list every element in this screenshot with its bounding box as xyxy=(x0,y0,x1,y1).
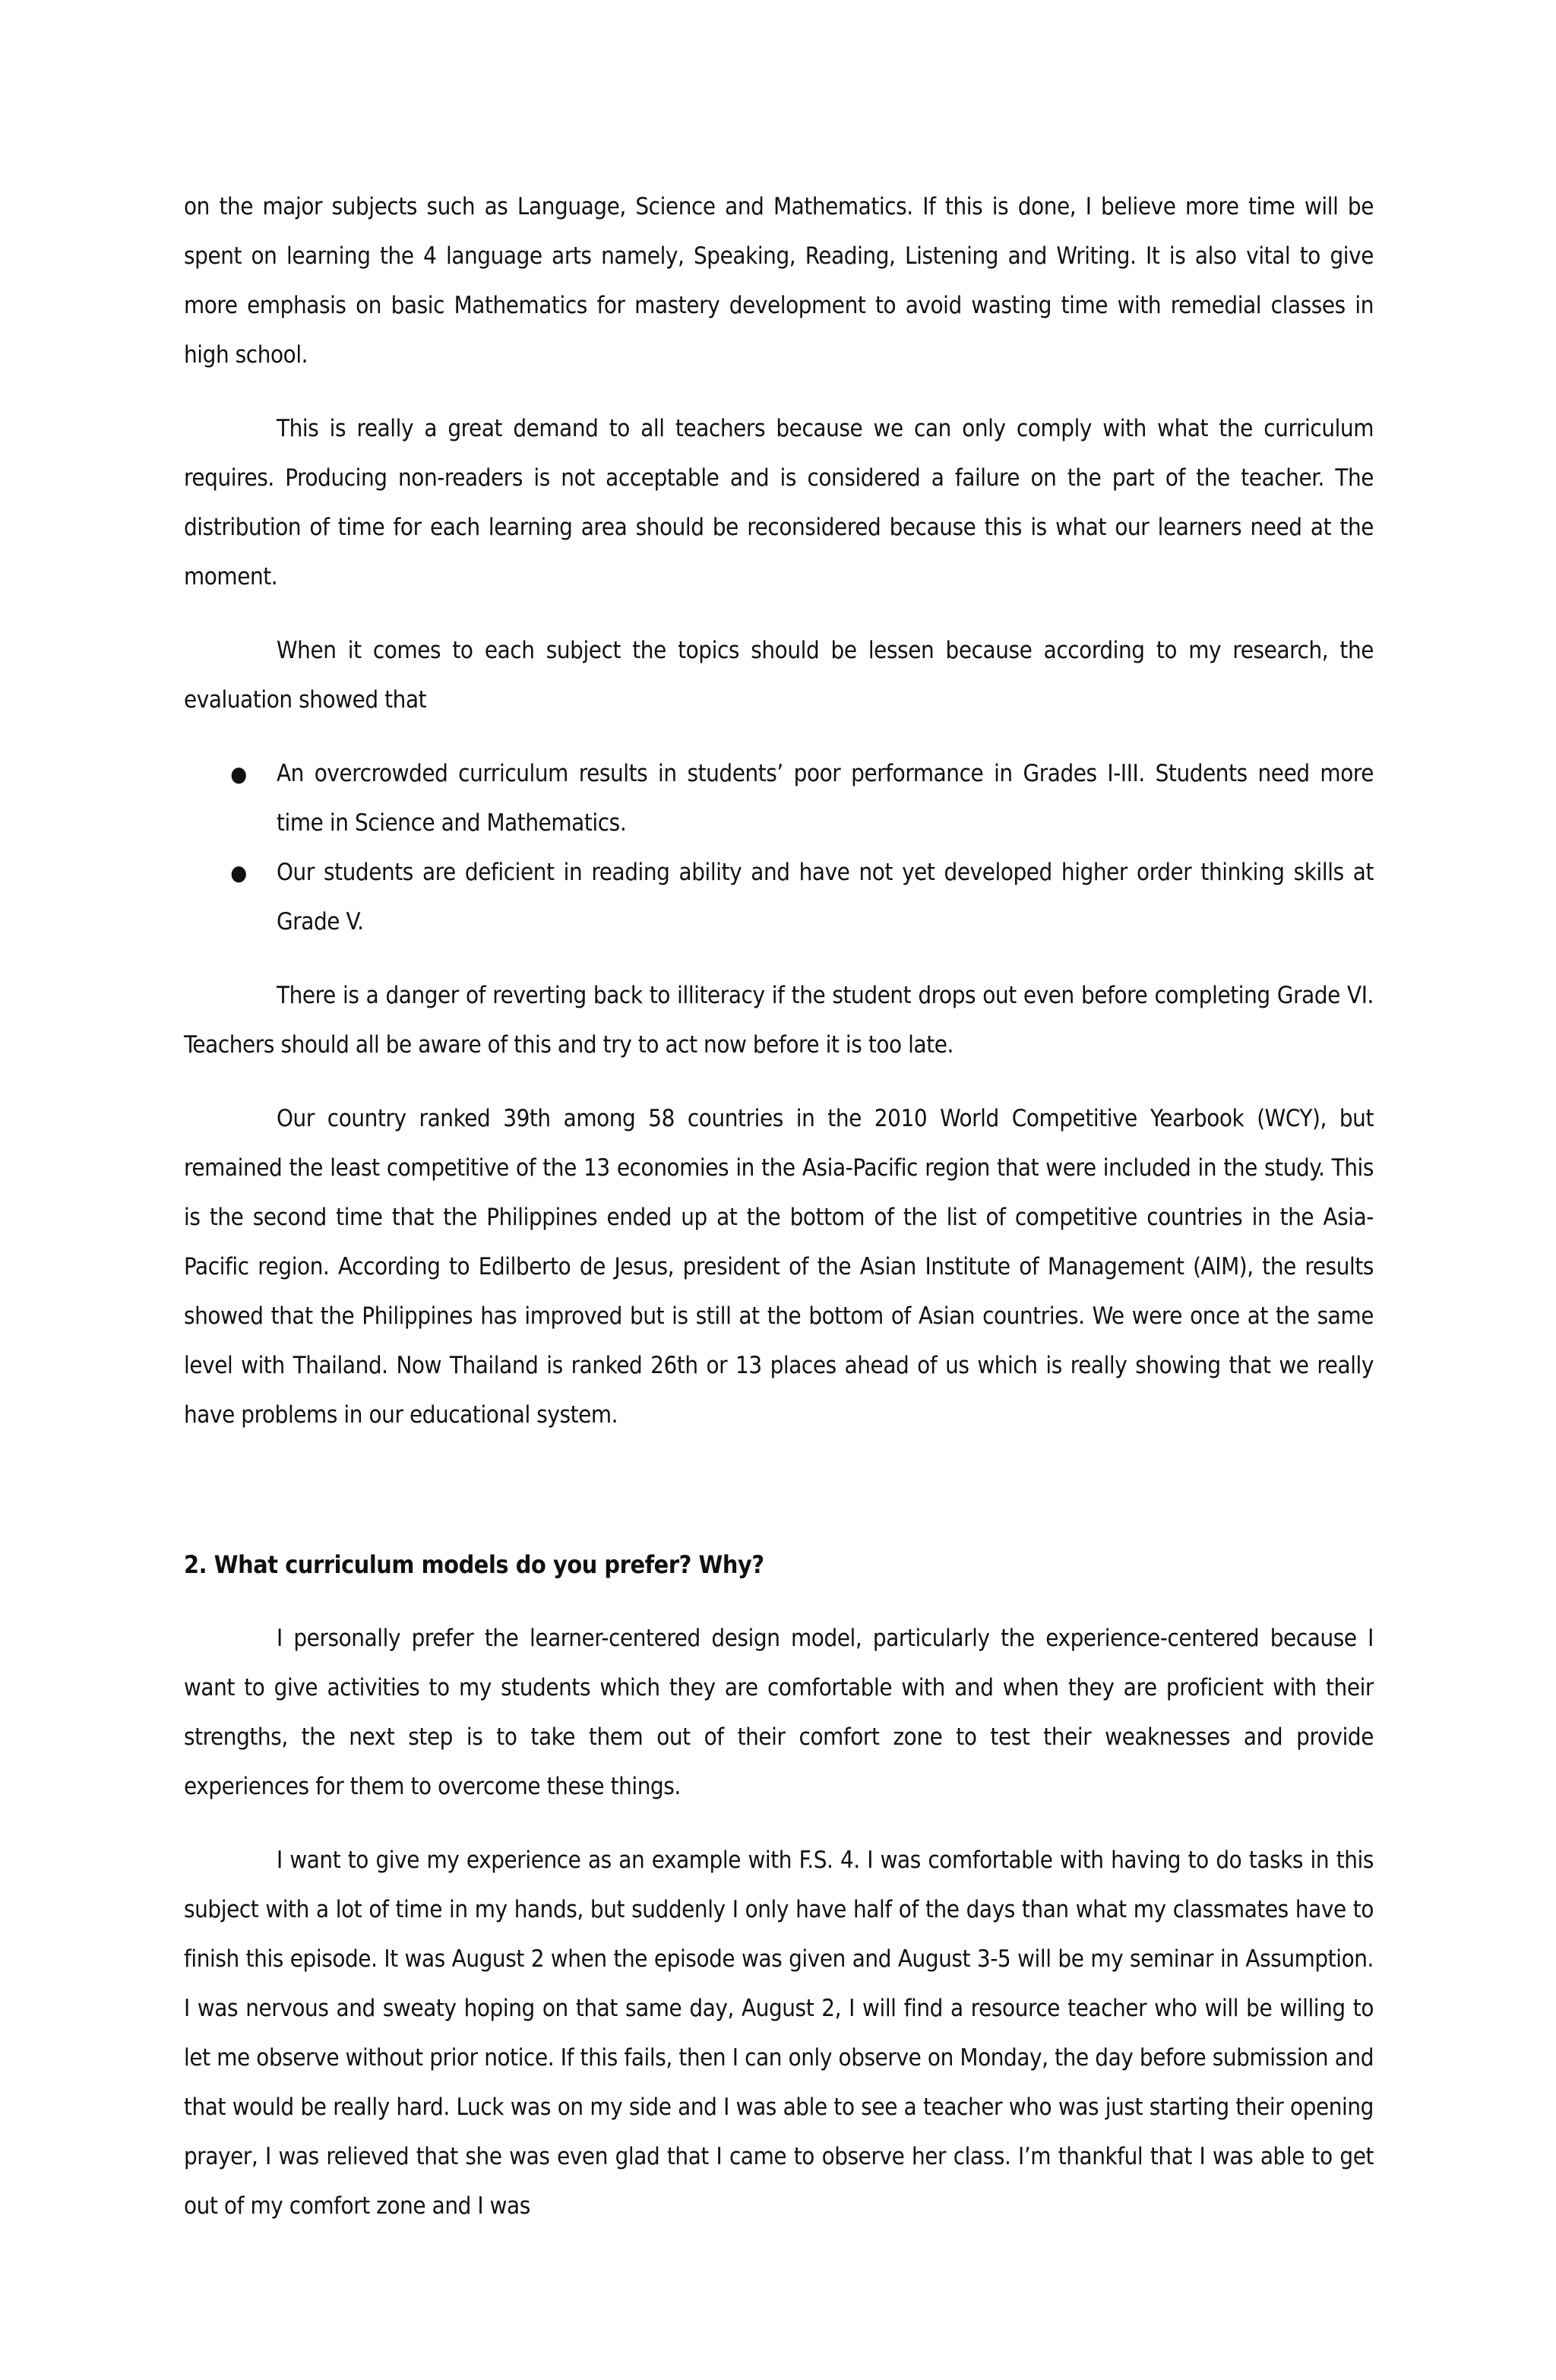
paragraph-personal-experience: I want to give my experience as an example with F.S. 4. I was comfortable with having to do tasks in this subject with a lot of time in my hands, but suddenly I only have half of the days than what my classmates have to finish this episode. It was August 2 when the episode was given and August 3-5 will be my seminar in Assumption. I was nervous and sweaty hoping on that same day, August 2, I will find a resource teacher who will be willing to let me observe without prior notice. If this fails, then I can only observe on Monday, the day before submission and that would be really hard. Luck was on my side and I was able to see a teacher who was just starting their opening prayer, I was relieved that she was even glad that I came to observe her class. I’m thankful that I was able to get out of my comfort zone and I was xyxy=(184,1847,1374,2220)
paragraph-country-ranking: Our country ranked 39th among 58 countries in the 2010 World Competitive Yearbook (WCY), but remained the least competitive of the 13 economies in the Asia-Pacific region that were included in the study. This is the second time that the Philippines ended up at the bottom of the list of competitive countries in the Asia-Pacific region. According to Edilberto de Jesus, president of the Asian Institute of Management (AIM), the results showed that the Philippines has improved but is still at the bottom of Asian countries. We were once at the same level with Thailand. Now Thailand is ranked 26th or 13 places ahead of us which is really showing that we really have problems in our educational system. xyxy=(184,1105,1374,1429)
paragraph-gap xyxy=(184,947,1374,971)
section-gap xyxy=(184,1440,1374,1540)
paragraph-gap xyxy=(184,1070,1374,1094)
paragraph-gap xyxy=(184,380,1374,404)
bullet-text: Our students are deficient in reading ability and have not yet developed higher order thinking skills at Grade V. xyxy=(277,859,1374,935)
paragraph-teacher-demand: This is really a great demand to all teachers because we can only comply with what the curriculum requires. Producing non-readers is not acceptable and is considered a failure on the part of the teacher. The distribution of time for each learning area should be reconsidered because this is what our learners need at the moment. xyxy=(184,415,1374,590)
paragraph-gap xyxy=(184,602,1374,626)
section-heading-curriculum-models: 2. What curriculum models do you prefer? Why? xyxy=(184,1550,764,1579)
paragraph-gap xyxy=(184,1812,1374,1836)
bullet-icon: ● xyxy=(230,860,247,885)
bullet-item-reading-ability xyxy=(184,848,1374,947)
bullet-icon: ● xyxy=(230,761,247,786)
paragraph-evaluation-intro: When it comes to each subject the topics should be lessen because according to my research, the evaluation showed that xyxy=(184,637,1374,714)
document-page xyxy=(184,182,1374,2231)
paragraph-learner-centered: I personally prefer the learner-centered design model, particularly the experience-centered because I want to give activities to my students which they are comfortable with and when they are proficient with their strengths, the next step is to take them out of their comfort zone to test their weaknesses and provide experiences for them to overcome these things. xyxy=(184,1625,1374,1800)
bullet-text: An overcrowded curriculum results in students’ poor performance in Grades I-III. Students need more time in Science and Mathematics. xyxy=(277,760,1374,837)
bullet-item-overcrowded xyxy=(184,749,1374,848)
paragraph-gap xyxy=(184,1590,1374,1614)
paragraph-major-subjects: on the major subjects such as Language, Science and Mathematics. If this is done, I believe more time will be spent on learning the 4 language arts namely, Speaking, Reading, Listening and Writing. It is also vital to give more emphasis on basic Mathematics for mastery development to avoid wasting time with remedial classes in high school. xyxy=(184,193,1374,369)
paragraph-illiteracy-danger: There is a danger of reverting back to illiteracy if the student drops out even before completing Grade VI. Teachers should all be aware of this and try to act now before it is too late. xyxy=(184,982,1374,1059)
evaluation-bullet-list xyxy=(184,749,1374,947)
paragraph-gap xyxy=(184,725,1374,749)
